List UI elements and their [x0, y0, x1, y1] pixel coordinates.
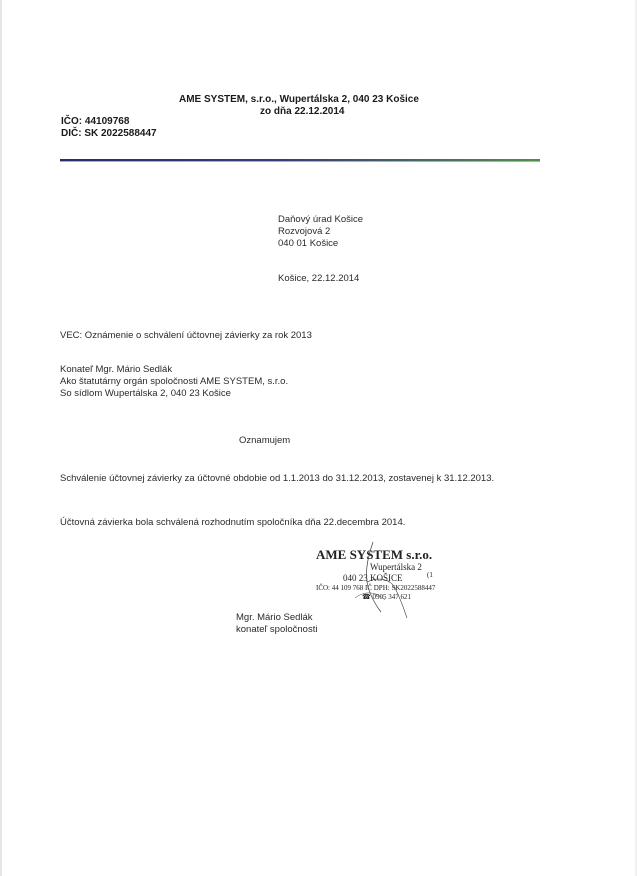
place-date: Košice, 22.12.2014: [278, 273, 360, 284]
header-dic: DIČ: SK 2022588447: [61, 128, 157, 139]
phone-icon: ☎: [362, 593, 371, 601]
subject-line: VEC: Oznámenie o schválení účtovnej závierky za rok 2013: [60, 330, 312, 341]
announce-heading: Oznamujem: [239, 435, 291, 446]
sender-line-2: Ako štatutárny orgán spoločnosti AME SYSTEM, s.r.o.: [60, 376, 289, 387]
sender-line-3: So sídlom Wupertálska 2, 040 23 Košice: [60, 388, 231, 399]
recipient-name: Daňový úrad Košice: [278, 214, 364, 225]
stamp-city: 040 23 KOŠICE: [343, 573, 403, 583]
stamp-company-name: AME SYSTEM s.r.o.: [316, 547, 433, 562]
header-date-line: zo dňa 22.12.2014: [260, 106, 345, 117]
body-paragraph-1: Schválenie účtovnej závierky za účtovné obdobie od 1.1.2013 do 31.12.2013, zostavenej k 31.12.2013.: [60, 473, 495, 484]
recipient-street: Rozvojová 2: [278, 226, 331, 237]
stamp-phone: 0905 347 621: [372, 593, 411, 601]
stamp-street: Wupertálska 2: [370, 562, 422, 572]
header-company-line: AME SYSTEM, s.r.o., Wupertálska 2, 040 23 Košice: [179, 94, 419, 105]
recipient-city: 040 01 Košice: [278, 238, 339, 249]
stamp-ids: IČO: 44 109 768 IČ DPH: SK2022588447: [316, 584, 436, 592]
body-paragraph-2: Účtovná závierka bola schválená rozhodnutím spoločníka dňa 22.decembra 2014.: [60, 517, 406, 528]
company-stamp: [300, 547, 460, 627]
header-ico: IČO: 44109768: [61, 116, 130, 127]
stamp-mark: (1: [427, 571, 433, 579]
signature-role: konateľ spoločnosti: [236, 624, 318, 635]
header-divider-shadow: [60, 161, 540, 162]
stamp-phone-row: [362, 593, 411, 601]
signature-name: Mgr. Mário Sedlák: [236, 612, 313, 623]
sender-line-1: Konateľ Mgr. Mário Sedlák: [60, 364, 173, 375]
scan-edge-left: [0, 0, 2, 876]
